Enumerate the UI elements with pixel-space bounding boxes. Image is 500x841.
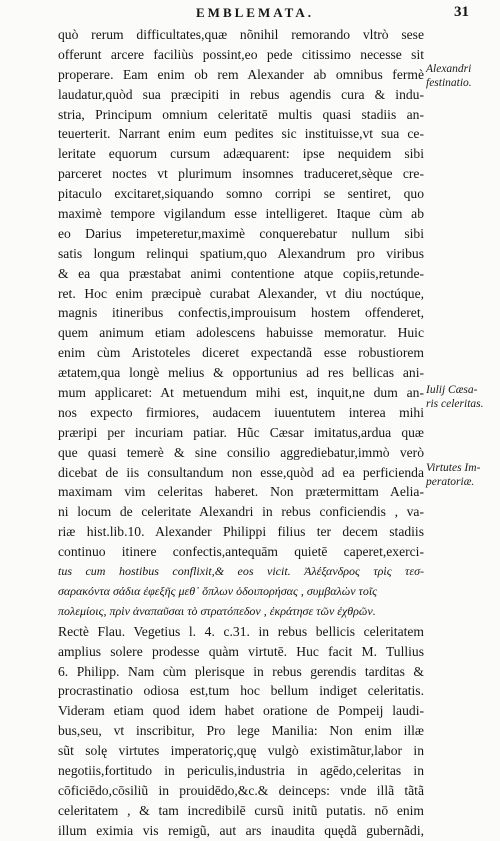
margin-note-caesar: [426, 383, 498, 411]
text-line: maximam vim celeritas haberet. Non prætermittam Aelia-: [58, 484, 424, 500]
text-line: properare. Eam enim ob rem Alexander ab omnibus fermè: [58, 66, 424, 82]
margin-note-line: peratoriæ.: [426, 476, 475, 488]
text-line: celeritatem , & tam incredibilē cursũ initũ putatis. nō enim: [58, 802, 424, 818]
text-line: bus,seu, vt inscribitur, Pro lege Manilia: Non enim illæ: [58, 723, 424, 739]
margin-note-line: festinatio.: [426, 77, 472, 89]
text-line: & ea qua præstabat animi contentione atque copiis,retunde-: [58, 265, 424, 281]
text-line: ni locum de celeritate Alexandri in rebus conficiendis , va-: [58, 504, 424, 520]
margin-note-line: Iulij Cæsa-: [426, 384, 478, 396]
text-line: offerunt arcere faciliùs possint,eo pede citissimo necesse sit: [58, 46, 424, 62]
text-line: satis longum relinqui spatium,quo Alexandrum pro viribus: [58, 245, 424, 261]
text-line: Videram etiam quod idem habet oratione de Pompeij laudi-: [58, 703, 424, 719]
text-line: quò rerum difficultates,quæ nõnihil remorando vltrò sese: [58, 27, 424, 42]
text-line: ret. Hoc enim præcipuè curabat Alexander, vt diu noctúque,: [58, 285, 424, 301]
margin-note-alexander: [426, 62, 498, 90]
text-line: illum eximia vis remigũ, aut ars inaudita quędã gubernãdi,: [58, 822, 424, 838]
text-line: negotiis,fortitudo in periculis,industria in agēdo,celeritas in: [58, 762, 424, 778]
text-line: que quasi temerè & sine consilio aggrediebatur,immò verò: [58, 444, 424, 460]
text-line: procrastinatio odiosa est,tum hoc bellum indiget celeritatis.: [58, 683, 424, 699]
text-line: præripi per incuriam patiar. Hũc Cæsar imitatus,ardua quæ: [58, 424, 424, 440]
text-line: σαρακόντα σάδια ἐφεξῆς μεθ᾽ ὅπλων ὁδοιπορήσας , συμβαλὼν τοῖς: [58, 583, 378, 598]
text-line: ætatem,qua longè melius & opportunius ad res bellicas ani-: [58, 365, 424, 381]
text-line: sũt solę virtutes imperatoriç,quę vulgò existimãtur,labor in: [58, 743, 424, 759]
text-line: amplius solere prodesse quàm virtutē. Huc facit M. Tullius: [58, 643, 424, 659]
page-number: 31: [454, 4, 469, 20]
text-line: dicebat de iis consultandum non esse,quòd ad ea perficienda: [58, 464, 424, 480]
text-line: eo Darius impeteretur,maximè conquerebatur nullum sibi: [58, 225, 424, 241]
text-line: tus cum hostibus conflixit,& eos vicit. Ἀλέξανδρος τρὶς τεσ-: [58, 564, 424, 579]
text-line: enim cùm Aristoteles diceret expectandã esse robustiorem: [58, 345, 424, 361]
text-line: nos expecto firmiores, audacem iuuentutem interea mihi: [58, 404, 424, 420]
text-line: Rectè Flau. Vegetius l. 4. c.31. in rebus bellicis celeritatem: [58, 623, 424, 639]
text-line: teuerterit. Narrant enim eum pedites sic instituisse,vt sua ce-: [58, 126, 424, 142]
margin-note-line: Virtutes Im-: [426, 462, 481, 474]
text-line: quem animum etiam adolescens habuisse memoratur. Huic: [58, 325, 424, 341]
text-line: parceret noctes vt plurimum insomnes traduceret,sèque cre-: [58, 166, 424, 182]
text-line: cōficiēdo,cōsiliũ in prouidēdo,&c.& deinceps: vnde illã tãtã: [58, 782, 424, 798]
margin-note-line: ris celeritas.: [426, 398, 484, 410]
text-line: continuo itinere confectis,antequām quietē caperet,exerci-: [58, 544, 424, 560]
text-line: pitaculo excitaret,siquando somno corripi se sentiret, quo: [58, 186, 424, 202]
text-line: magnis itineribus confectis,improuisum hostem offenderet,: [58, 305, 424, 321]
text-line: mum applicaret: At metuendum mihi est, inquit,ne dum an-: [58, 385, 424, 401]
text-line: riæ hist.lib.10. Alexander Philippi filius ter decem stadiis: [58, 524, 424, 540]
body-text: [58, 25, 424, 841]
text-line: 6. Philipp. Nam cùm plerisque in rebus gerendis tarditas &: [58, 663, 424, 679]
text-line: πολεμίοις, πρὶν ἀναπαῦσαι τὸ στρατόπεδον , ἐκράτησε τῶν ἐχθρῶν.: [58, 603, 376, 618]
text-line: stria, Principum omnium celeritatē multis quasi stadiis an-: [58, 106, 424, 122]
text-line: maximè tempore vigilandum esse intelligeret. Itaque cùm ab: [58, 206, 424, 222]
running-header: EMBLEMATA.: [196, 5, 314, 20]
margin-note-line: Alexandri: [426, 63, 472, 75]
text-line: laudatur,quòd sua præcipiti in rebus agendis cura & indu-: [58, 86, 424, 102]
text-line: leritate equorum cursum adæquarent: ipse nequidem sibi: [58, 146, 424, 162]
margin-note-virtutes: [426, 461, 498, 489]
